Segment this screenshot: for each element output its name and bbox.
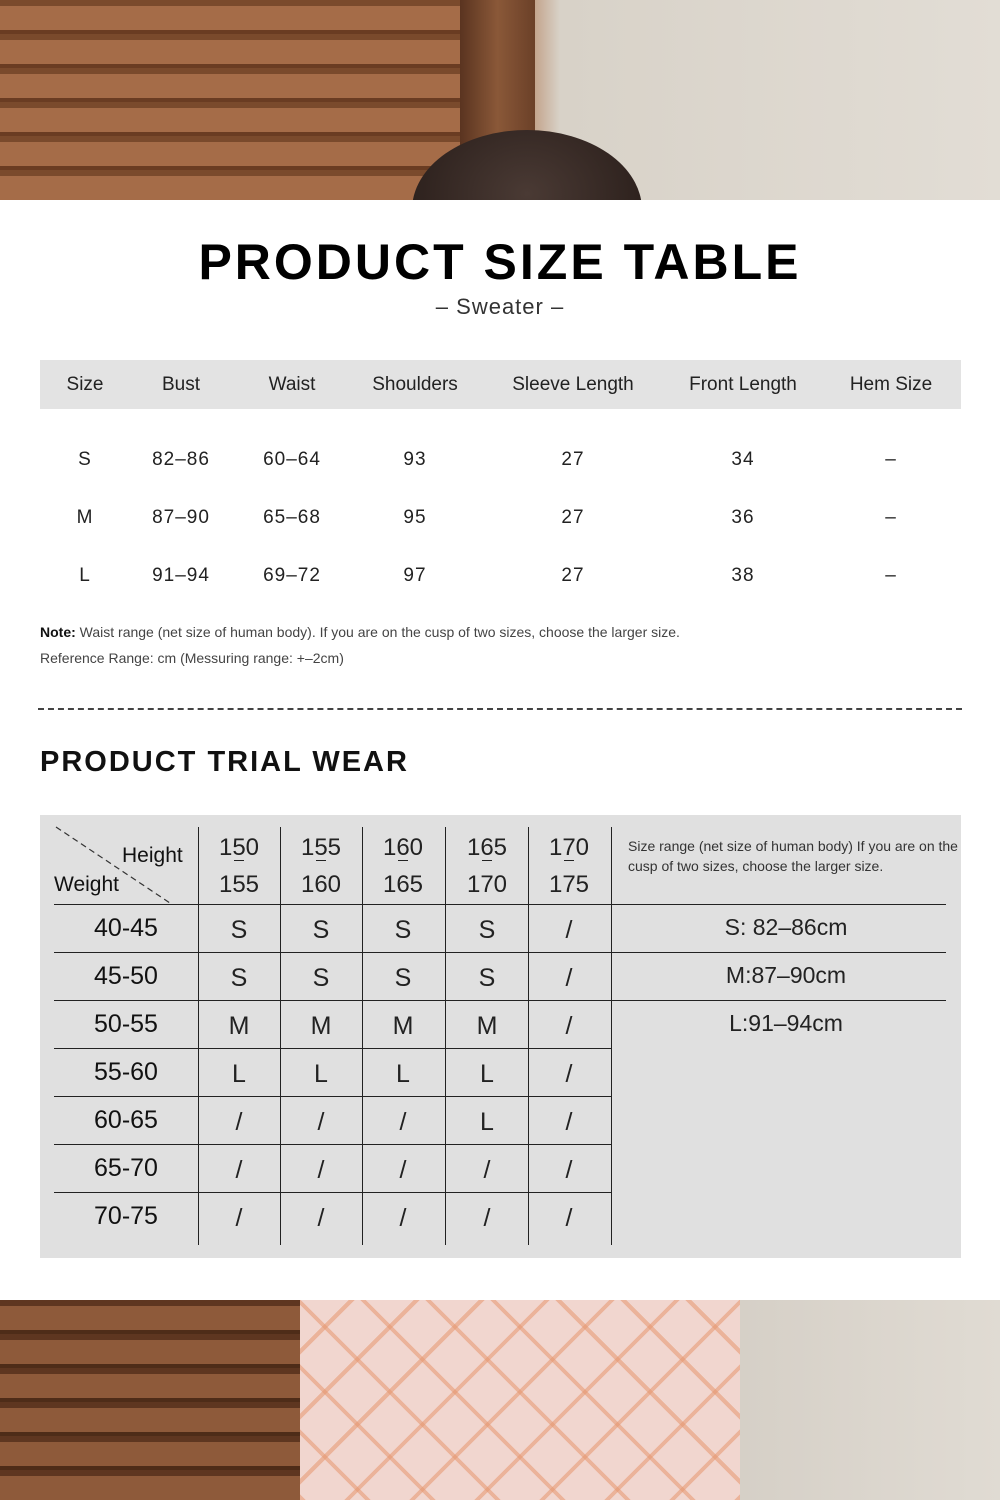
size-range-label: M:87–90cm xyxy=(725,962,847,988)
size-column-header: Sleeve Length xyxy=(512,374,634,395)
weight-range: 65-70 xyxy=(94,1154,158,1182)
table-row xyxy=(40,498,961,538)
size-cell: 95 xyxy=(403,507,427,528)
size-table-header xyxy=(40,360,961,409)
grid-divider xyxy=(611,1000,946,1001)
trial-size-cell: / xyxy=(483,1156,491,1184)
plaid-skirt xyxy=(300,1300,740,1500)
height-range-top: 165 xyxy=(466,834,508,861)
range-dash xyxy=(482,860,492,861)
trial-size-cell: / xyxy=(235,1156,243,1184)
weight-range: 40-45 xyxy=(94,914,158,942)
reference-range-note: Reference Range: cm (Messuring range: +–2cm) xyxy=(40,650,344,666)
size-cell: 38 xyxy=(731,565,755,586)
corner-height-label: Height xyxy=(122,844,183,867)
corner-weight-label: Weight xyxy=(54,873,119,896)
size-cell: 27 xyxy=(561,565,585,586)
size-chart-card xyxy=(0,200,1000,1300)
size-cell: – xyxy=(885,507,897,528)
note-body: Waist range (net size of human body). If you are on the cusp of two sizes, choose the larger size. xyxy=(75,624,680,640)
trial-size-cell: S xyxy=(312,964,330,992)
background-photo-top xyxy=(0,0,1000,200)
grid-divider xyxy=(611,904,946,905)
grid-divider xyxy=(54,1096,611,1097)
size-column-header: Front Length xyxy=(689,374,797,395)
trial-size-cell: / xyxy=(565,1060,573,1088)
size-cell: 97 xyxy=(403,565,427,586)
size-column-header: Shoulders xyxy=(372,374,458,395)
weight-range: 50-55 xyxy=(94,1010,158,1038)
trial-size-cell: / xyxy=(317,1108,325,1136)
trial-wear-table xyxy=(40,815,961,1258)
trial-size-cell: / xyxy=(399,1156,407,1184)
trial-size-cell: S xyxy=(230,916,248,944)
grid-divider xyxy=(54,1048,611,1049)
trial-size-cell: S xyxy=(478,964,496,992)
table-row xyxy=(40,556,961,596)
trial-size-cell: S xyxy=(478,916,496,944)
height-range-bottom: 175 xyxy=(548,871,590,898)
size-range-label: L:91–94cm xyxy=(729,1010,843,1036)
size-column-header: Size xyxy=(66,374,104,395)
weight-range: 45-50 xyxy=(94,962,158,990)
note-label: Note: xyxy=(40,624,76,640)
note-text xyxy=(40,624,680,640)
size-cell: M xyxy=(76,507,94,528)
size-column-header: Hem Size xyxy=(849,374,933,395)
trial-size-cell: / xyxy=(317,1156,325,1184)
trial-size-cell: / xyxy=(235,1204,243,1232)
trial-size-cell: S xyxy=(230,964,248,992)
trial-size-cell: / xyxy=(565,964,573,992)
height-range-top: 170 xyxy=(548,834,590,861)
grid-divider xyxy=(611,952,946,953)
size-range-label: S: 82–86cm xyxy=(724,914,848,940)
size-cell: 34 xyxy=(731,449,755,470)
height-range-top: 160 xyxy=(382,834,424,861)
height-range-top: 150 xyxy=(218,834,260,861)
dashed-divider xyxy=(38,708,962,710)
size-cell: 69–72 xyxy=(263,565,321,586)
trial-size-cell: L xyxy=(232,1060,246,1088)
range-dash xyxy=(316,860,326,861)
trial-side-note: Size range (net size of human body) If you are on the cusp of two sizes, choose the larger size. xyxy=(628,838,958,874)
grid-divider xyxy=(54,1192,611,1193)
page-title: PRODUCT SIZE TABLE xyxy=(198,234,802,290)
trial-size-cell: / xyxy=(565,1156,573,1184)
height-range-bottom: 160 xyxy=(300,871,342,898)
range-dash xyxy=(234,860,244,861)
trial-wear-title: PRODUCT TRIAL WEAR xyxy=(40,746,409,778)
trial-size-cell: S xyxy=(394,916,412,944)
height-range-bottom: 170 xyxy=(466,871,508,898)
trial-size-cell: L xyxy=(396,1060,410,1088)
height-range-bottom: 155 xyxy=(218,871,260,898)
size-cell: 91–94 xyxy=(152,565,210,586)
trial-size-cell: / xyxy=(483,1204,491,1232)
trial-size-cell: / xyxy=(565,1204,573,1232)
wooden-shutter xyxy=(0,1300,300,1500)
trial-size-cell: / xyxy=(565,916,573,944)
grid-divider xyxy=(54,1144,611,1145)
weight-range: 70-75 xyxy=(94,1202,158,1230)
size-cell: 65–68 xyxy=(263,507,321,528)
weight-range: 55-60 xyxy=(94,1058,158,1086)
trial-size-cell: L xyxy=(480,1108,494,1136)
grid-divider xyxy=(54,952,611,953)
trial-size-cell: M xyxy=(476,1012,498,1040)
trial-size-cell: M xyxy=(392,1012,414,1040)
grid-divider xyxy=(445,827,446,1245)
size-cell: L xyxy=(79,565,91,586)
size-cell: 27 xyxy=(561,507,585,528)
trial-size-cell: / xyxy=(565,1012,573,1040)
trial-size-cell: M xyxy=(310,1012,332,1040)
trial-size-cell: S xyxy=(394,964,412,992)
size-cell: 82–86 xyxy=(152,449,210,470)
range-dash xyxy=(564,860,574,861)
size-column-header: Waist xyxy=(268,374,316,395)
trial-size-cell: M xyxy=(228,1012,250,1040)
size-cell: – xyxy=(885,449,897,470)
background-photo-bottom xyxy=(0,1300,1000,1500)
trial-size-cell: L xyxy=(480,1060,494,1088)
page-subtitle: – Sweater – xyxy=(435,294,565,319)
trial-size-cell: / xyxy=(317,1204,325,1232)
size-cell: 93 xyxy=(403,449,427,470)
trial-size-cell: L xyxy=(314,1060,328,1088)
size-cell: – xyxy=(885,565,897,586)
size-cell: 27 xyxy=(561,449,585,470)
trial-size-cell: / xyxy=(399,1108,407,1136)
trial-size-cell: / xyxy=(399,1204,407,1232)
size-column-header: Bust xyxy=(161,374,201,395)
size-cell: 87–90 xyxy=(152,507,210,528)
range-dash xyxy=(398,860,408,861)
grid-divider xyxy=(54,1000,611,1001)
size-cell: S xyxy=(78,449,92,470)
size-cell: 60–64 xyxy=(263,449,321,470)
weight-range: 60-65 xyxy=(94,1106,158,1134)
height-range-top: 155 xyxy=(300,834,342,861)
height-range-bottom: 165 xyxy=(382,871,424,898)
trial-size-cell: / xyxy=(235,1108,243,1136)
table-row xyxy=(40,440,961,480)
size-cell: 36 xyxy=(731,507,755,528)
trial-size-cell: / xyxy=(565,1108,573,1136)
grid-divider xyxy=(54,904,611,905)
trial-size-cell: S xyxy=(312,916,330,944)
